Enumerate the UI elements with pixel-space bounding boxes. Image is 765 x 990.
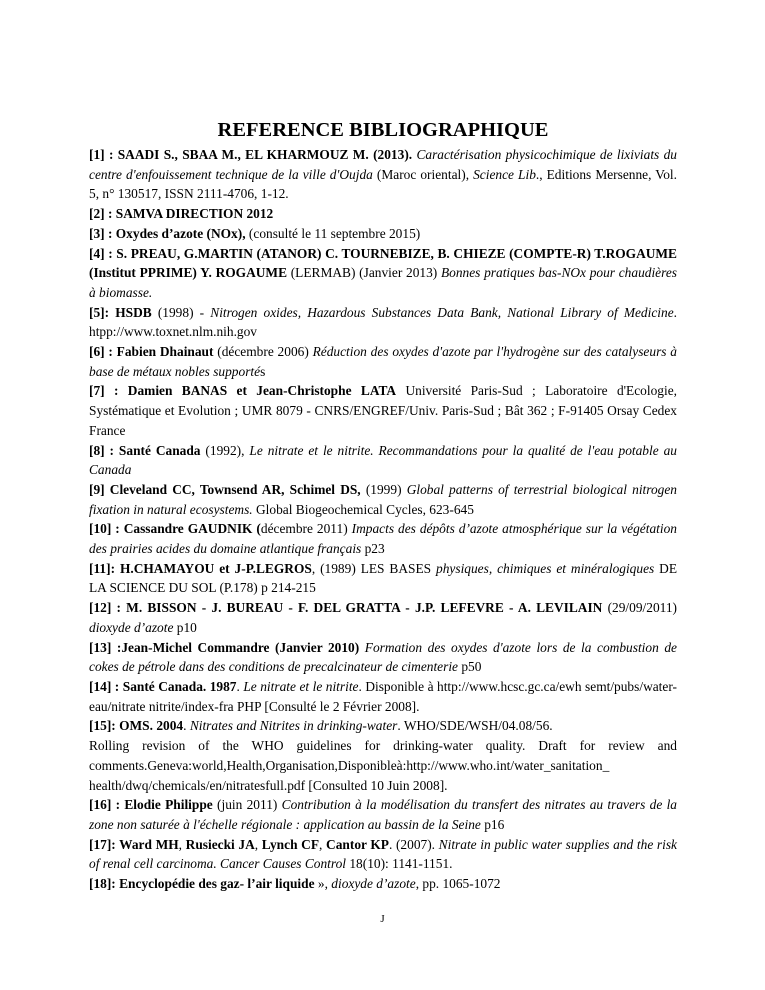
reference-text: p10 [173,619,197,635]
reference-text: (1992), [200,442,250,458]
reference-title: Formation des oxydes d'azote lors de la combustion de cokes de pétrole dans des conditions de precalcinateur de cimenterie [89,639,677,675]
reference-text: Rolling revision of the WHO guidelines for drinking-water quality. Draft for review and comments.Geneva:world,Health,Organisation,Disponibleà:http://www.who.int/water_sanitation_ health/dwq/chemicals/en/nitratesfull.pdf [Consulted 10 Juin 2008]. [89,738,677,793]
reference-author: [1] : SAADI S., SBAA M., EL KHARMOUZ M. (2013). [89,147,417,162]
reference-title: dioxyde d’azote [89,619,174,635]
reference-entry [89,716,677,736]
reference-author: [6] : Fabien Dhainaut [89,344,214,360]
reference-text: , (1989) LES BASES [311,560,437,576]
reference-entry [89,598,677,637]
reference-entry [89,224,677,244]
reference-author: [15]: OMS. 2004 [89,718,184,734]
reference-title: physiques, chimiques et minéralogiques [436,560,655,576]
reference-text: Université Paris-Sud ; Laboratoire d'Ecologie, Systématique et Evolution ; UMR 8079 - CNRS/ENGREF/Univ. Paris-Sud ; Bât 362 ; F-91405 Orsay Cedex France [89,383,677,438]
reference-author: [14] : Santé Canada. 1987 [89,678,237,694]
reference-author: [4] : S. PREAU, G.MARTIN (ATANOR) C. TOURNEBIZE, B. CHIEZE (COMPTE-R) T.ROGAUME (Institut PPRIME) Y. ROGAUME [89,245,677,281]
reference-text: . Disponible à http://www.hcsc.gc.ca/ewh semt/pubs/water-eau/nitrate nitrite/index-fra PHP [Consulté le 2 Février 2008]. [89,678,677,714]
reference-title: Le nitrate et le nitrite [243,678,359,694]
reference-author: Cantor KP [326,836,389,852]
reference-entry [89,303,677,342]
reference-text: (1998) - [151,304,211,320]
reference-text: ., Editions Mersenne, Vol. 5, n° 130517, ISSN 2111-4706, 1-12. [89,166,677,202]
reference-title: Bonnes pratiques bas-NOx pour chaudières à biomasse. [89,265,677,300]
reference-author: [10] : Cassandre GAUDNIK ( [89,521,261,537]
reference-title: Nitrates and Nitrites in drinking-water [189,718,398,734]
reference-author: [5]: HSDB [89,304,152,320]
reference-author: [16] : Elodie Philippe [89,797,213,813]
reference-title: Impacts des dépôts d’azote atmosphérique sur la végétation des prairies acides du domaine atlantique français [89,521,677,557]
reference-author: [7] : Damien BANAS et Jean-Christophe LATA [89,383,397,399]
reference-text: , [254,836,262,852]
reference-entry [89,480,677,519]
reference-text: DE LA SCIENCE DU SOL (P.178) p 214-215 [89,560,678,596]
reference-text: (Maroc oriental), [372,166,474,182]
reference-text: », [314,876,332,892]
reference-entry [89,736,677,795]
reference-entry [89,638,677,677]
reference-author: [8] : Santé Canada [89,442,201,458]
reference-title: Caractérisation physicochimique de lixiviats du centre d'enfouissement technique de la ville d'Oujda [89,147,677,182]
reference-text: p50 [458,659,482,675]
reference-entry [89,874,677,894]
reference-text: , [319,836,327,852]
reference-entry [89,835,677,874]
reference-text: (LERMAB) (Janvier 2013) [287,265,441,281]
reference-title: Nitrate in public water supplies and the risk of renal cell carcinoma. Cancer Causes Control [89,836,678,872]
reference-text: . WHO/SDE/WSH/04.08/56. [397,718,553,734]
reference-entry [89,677,677,716]
reference-text: (29/09/2011) [602,600,677,616]
reference-author: [17]: Ward MH [89,836,179,852]
reference-title: Réduction des oxydes d'azote par l'hydrogène sur des catalyseurs à base de métaux nobles supporté [89,344,677,379]
reference-entry [89,145,677,204]
reference-author: [12] : M. BISSON - J. BUREAU - F. DEL GRATTA - J.P. LEFEVRE - A. LEVILAIN [89,600,603,616]
reference-text: . [236,678,244,694]
reference-text: (consulté le 11 septembre 2015) [248,225,421,241]
reference-list [89,145,677,894]
reference-entry [89,441,677,480]
reference-entry [89,381,677,440]
reference-text: , [178,836,186,852]
reference-text: s [260,363,266,379]
reference-title: Global patterns of terrestrial biological nitrogen fixation in natural ecosystems. [89,481,677,517]
reference-title: Le nitrate et le nitrite. Recommandations pour la qualité de l'eau potable au Canada [89,442,677,478]
reference-text: p23 [361,541,385,557]
reference-title: Science Lib [473,166,536,182]
reference-author: [11]: H.CHAMAYOU et J-P.LEGROS [89,560,312,576]
document-page [89,117,677,894]
reference-entry [89,559,677,598]
reference-title: Contribution à la modélisation du transfert des nitrates au travers de la zone non saturée à l'échelle régionale : application au bassin de la Seine [89,797,677,832]
reference-author: [18]: Encyclopédie des gaz- l’air liquide [89,876,315,892]
reference-text: (1999) [360,481,407,497]
page-title: REFERENCE BIBLIOGRAPHIQUE [217,119,549,141]
reference-author: [3] : Oxydes d’azote (NOx), [89,225,249,241]
reference-text: . htpp://www.toxnet.nlm.nih.gov [89,304,678,340]
reference-text: . [183,718,190,734]
reference-text: 18(10): 1141-1151. [346,856,453,872]
reference-title: Nitrogen oxides, Hazardous Substances Data Bank, National Library of Medicine [210,304,674,320]
reference-entry [89,342,677,381]
reference-author: [13] :Jean-Michel Commandre (Janvier 2010) [89,639,360,655]
page-number: J [380,913,385,925]
reference-entry [89,519,677,558]
reference-text: (décembre 2006) [213,344,313,360]
reference-author: Lynch CF [261,836,320,852]
reference-entry [89,244,677,303]
reference-author: Rusiecki JA [185,836,255,852]
reference-text: . (2007). [388,836,439,852]
reference-text: p16 [480,816,505,832]
reference-author: [2] : SAMVA DIRECTION 2012 [89,206,274,222]
reference-author: [9] Cleveland CC, Townsend AR, Schimel DS, [89,481,361,497]
reference-text: (juin 2011) [212,797,282,813]
reference-entry [89,204,677,224]
reference-title: dioxyde d’azote [331,876,416,892]
reference-text: décembre 2011) [260,521,352,537]
reference-entry [89,795,677,834]
reference-text: Global Biogeochemical Cycles, 623-645 [252,501,474,517]
reference-text: , pp. 1065-1072 [415,876,501,892]
